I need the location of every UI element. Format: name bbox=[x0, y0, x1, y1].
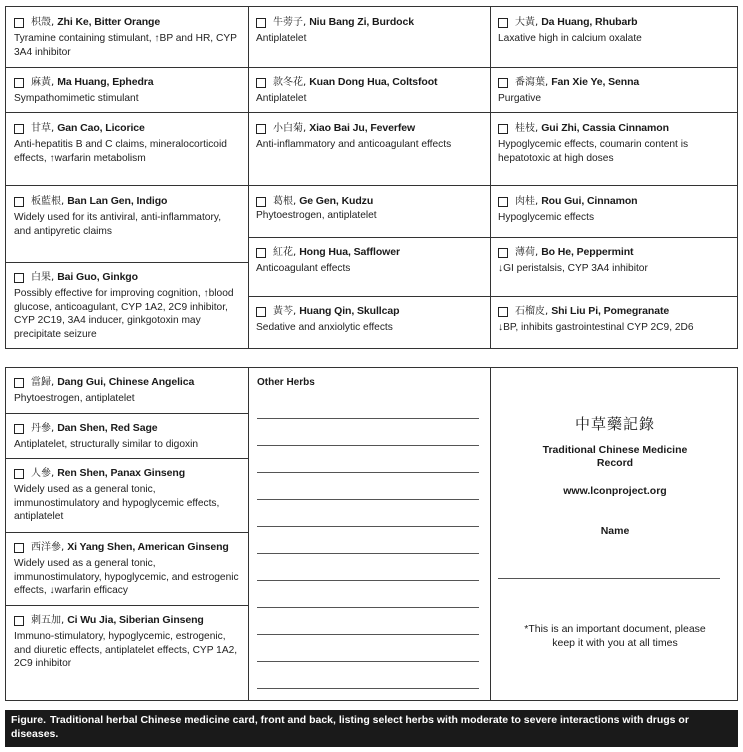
write-in-line[interactable] bbox=[257, 607, 479, 608]
other-herbs-title: Other Herbs bbox=[257, 377, 315, 388]
record-url: www.lconproject.org bbox=[563, 485, 667, 497]
herb-chinese-name: 當歸, bbox=[31, 377, 55, 388]
divider bbox=[248, 67, 490, 68]
checkbox[interactable] bbox=[256, 248, 266, 258]
divider bbox=[5, 67, 248, 68]
herb-english-name: Zhi Ke, Bitter Orange bbox=[57, 16, 161, 28]
checkbox[interactable] bbox=[256, 197, 266, 207]
herb-english-name: Dan Shen, Red Sage bbox=[57, 422, 158, 434]
herb-description: Hypoglycemic effects, coumarin content is hepatotoxic at high doses bbox=[498, 139, 689, 164]
front-divider-1 bbox=[248, 6, 249, 349]
back-divider-1 bbox=[248, 367, 249, 701]
write-in-line[interactable] bbox=[257, 418, 479, 419]
herb-description: Phytoestrogen, antiplatelet bbox=[14, 393, 135, 404]
herb-english-name: Gui Zhi, Cassia Cinnamon bbox=[541, 122, 669, 134]
checkbox[interactable] bbox=[14, 273, 24, 283]
checkbox[interactable] bbox=[498, 248, 508, 258]
herb-entry bbox=[492, 239, 736, 276]
herb-description: Laxative high in calcium oxalate bbox=[498, 33, 642, 44]
herb-english-name: Bai Guo, Ginkgo bbox=[57, 271, 138, 283]
herb-entry bbox=[250, 188, 488, 223]
herb-chinese-name: 甘草, bbox=[31, 123, 55, 134]
herb-english-name: Ge Gen, Kudzu bbox=[299, 195, 374, 207]
name-input-line[interactable] bbox=[498, 578, 720, 579]
caption-text: Traditional herbal Chinese medicine card, front and back, listing select herbs with moderate to severe interactions with drugs or diseases. bbox=[11, 714, 689, 740]
herb-english-name: Ban Lan Gen, Indigo bbox=[67, 195, 168, 207]
divider bbox=[5, 605, 248, 606]
herb-english-name: Bo He, Peppermint bbox=[541, 246, 634, 258]
record-note: *This is an important document, please keep it with you at all times bbox=[524, 623, 706, 649]
write-in-line[interactable] bbox=[257, 688, 479, 689]
herb-chinese-name: 刺五加, bbox=[31, 615, 65, 626]
herb-description: Possibly effective for improving cognition, ↑blood glucose, anticoagulant, CYP 1A2, 2C9 inhibitor, CYP 2C19, 3A4 inducer, ginkgotoxin may precipitate seizure bbox=[14, 288, 234, 340]
herb-chinese-name: 桂枝, bbox=[515, 123, 539, 134]
record-title: Traditional Chinese Medicine Record bbox=[542, 444, 688, 469]
divider bbox=[5, 262, 248, 263]
record-panel bbox=[492, 367, 738, 701]
checkbox[interactable] bbox=[14, 378, 24, 388]
herb-chinese-name: 薄荷, bbox=[515, 247, 539, 258]
checkbox[interactable] bbox=[14, 124, 24, 134]
herb-entry bbox=[250, 9, 488, 46]
herb-entry bbox=[250, 115, 488, 152]
herb-english-name: Gan Cao, Licorice bbox=[57, 122, 145, 134]
herb-description: Hypoglycemic effects bbox=[498, 212, 595, 223]
divider bbox=[5, 532, 248, 533]
write-in-line[interactable] bbox=[257, 580, 479, 581]
herb-entry bbox=[8, 607, 246, 671]
caption-label: Figure. bbox=[11, 714, 47, 726]
checkbox[interactable] bbox=[498, 78, 508, 88]
herb-entry bbox=[8, 69, 246, 106]
herb-english-name: Hong Hua, Safflower bbox=[299, 246, 400, 258]
herb-description: Phytoestrogen, antiplatelet bbox=[256, 210, 377, 221]
divider bbox=[248, 296, 490, 297]
herb-chinese-name: 丹參, bbox=[31, 423, 55, 434]
checkbox[interactable] bbox=[14, 78, 24, 88]
divider bbox=[248, 112, 490, 113]
herb-description: Sedative and anxiolytic effects bbox=[256, 322, 393, 333]
herb-chinese-name: 枳殼, bbox=[31, 17, 55, 28]
divider bbox=[490, 67, 738, 68]
herb-entry bbox=[492, 9, 736, 46]
herb-chinese-name: 西洋參, bbox=[31, 542, 65, 553]
herb-description: Antiplatelet, structurally similar to digoxin bbox=[14, 439, 199, 450]
divider bbox=[248, 237, 490, 238]
checkbox[interactable] bbox=[14, 616, 24, 626]
herb-chinese-name: 板藍根, bbox=[31, 196, 65, 207]
herb-chinese-name: 麻黃, bbox=[31, 77, 55, 88]
herb-english-name: Ci Wu Jia, Siberian Ginseng bbox=[67, 614, 204, 626]
divider bbox=[490, 296, 738, 297]
herb-entry bbox=[492, 298, 736, 335]
herb-chinese-name: 番瀉葉, bbox=[515, 77, 549, 88]
herb-entry bbox=[8, 115, 246, 165]
herb-description: Widely used for its antiviral, anti-inflammatory, and antipyretic claims bbox=[14, 212, 222, 237]
herb-description: Sympathomimetic stimulant bbox=[14, 93, 139, 104]
herb-entry bbox=[8, 415, 246, 452]
herb-description: ↓GI peristalsis, CYP 3A4 inhibitor bbox=[498, 263, 648, 274]
back-divider-2 bbox=[490, 367, 491, 701]
divider bbox=[490, 185, 738, 186]
checkbox[interactable] bbox=[256, 307, 266, 317]
herb-chinese-name: 葛根, bbox=[273, 196, 297, 207]
write-in-line[interactable] bbox=[257, 634, 479, 635]
write-in-line[interactable] bbox=[257, 661, 479, 662]
herb-chinese-name: 紅花, bbox=[273, 247, 297, 258]
divider bbox=[5, 458, 248, 459]
herb-english-name: Kuan Dong Hua, Coltsfoot bbox=[309, 76, 438, 88]
herb-english-name: Da Huang, Rhubarb bbox=[541, 16, 638, 28]
divider bbox=[5, 112, 248, 113]
write-in-line[interactable] bbox=[257, 499, 479, 500]
herb-entry bbox=[8, 534, 246, 598]
herb-chinese-name: 黃芩, bbox=[273, 306, 297, 317]
herb-english-name: Xi Yang Shen, American Ginseng bbox=[67, 541, 229, 553]
herb-english-name: Fan Xie Ye, Senna bbox=[551, 76, 640, 88]
herb-chinese-name: 白果, bbox=[31, 272, 55, 283]
checkbox[interactable] bbox=[14, 424, 24, 434]
herb-english-name: Shi Liu Pi, Pomegranate bbox=[551, 305, 670, 317]
divider bbox=[5, 185, 248, 186]
herb-entry bbox=[492, 188, 736, 225]
checkbox[interactable] bbox=[14, 197, 24, 207]
herb-english-name: Xiao Bai Ju, Feverfew bbox=[309, 122, 416, 134]
herb-description: Widely used as a general tonic, immunostimulatory and hypoglycemic effects, antiplatelet bbox=[14, 484, 220, 522]
divider bbox=[490, 237, 738, 238]
record-chinese-title: 中草藥記錄 bbox=[574, 415, 655, 433]
herb-entry bbox=[250, 239, 488, 276]
herb-english-name: Ma Huang, Ephedra bbox=[57, 76, 154, 88]
herb-description: Widely used as a general tonic, immunostimulatory, hypoglycemic, and estrogenic effects, ↓warfarin efficacy bbox=[14, 558, 239, 596]
checkbox[interactable] bbox=[498, 124, 508, 134]
herb-chinese-name: 牛蒡子, bbox=[273, 17, 307, 28]
herb-description: Anti-inflammatory and anticoagulant effects bbox=[256, 139, 452, 150]
herb-english-name: Rou Gui, Cinnamon bbox=[541, 195, 638, 207]
herb-description: Purgative bbox=[498, 93, 542, 104]
herb-english-name: Ren Shen, Panax Ginseng bbox=[57, 467, 186, 479]
record-name-label: Name bbox=[600, 525, 630, 537]
divider bbox=[490, 112, 738, 113]
herb-chinese-name: 肉桂, bbox=[515, 196, 539, 207]
herb-entry bbox=[8, 369, 246, 406]
checkbox[interactable] bbox=[14, 18, 24, 28]
figure-caption bbox=[5, 710, 738, 747]
herb-entry bbox=[8, 460, 246, 524]
herb-chinese-name: 人參, bbox=[31, 468, 55, 479]
herb-entry bbox=[250, 298, 488, 335]
herb-entry bbox=[492, 115, 736, 165]
checkbox[interactable] bbox=[498, 18, 508, 28]
checkbox[interactable] bbox=[14, 469, 24, 479]
divider bbox=[248, 185, 490, 186]
checkbox[interactable] bbox=[498, 307, 508, 317]
checkbox[interactable] bbox=[498, 197, 508, 207]
herb-chinese-name: 小白菊, bbox=[273, 123, 307, 134]
herb-description: Immuno-stimulatory, hypoglycemic, estrogenic, and diuretic effects, antiplatelet effects, CYP 1A2, 2C9 inhibitor bbox=[14, 631, 238, 669]
herb-description: Anti-hepatitis B and C claims, mineralocorticoid effects, ↑warfarin metabolism bbox=[14, 139, 227, 164]
checkbox[interactable] bbox=[256, 78, 266, 88]
herb-english-name: Niu Bang Zi, Burdock bbox=[309, 16, 414, 28]
checkbox[interactable] bbox=[256, 124, 266, 134]
checkbox[interactable] bbox=[256, 18, 266, 28]
divider bbox=[5, 413, 248, 414]
herb-chinese-name: 款冬花, bbox=[273, 77, 307, 88]
herb-description: Anticoagulant effects bbox=[256, 263, 351, 274]
herb-english-name: Dang Gui, Chinese Angelica bbox=[57, 376, 195, 388]
herb-entry bbox=[492, 69, 736, 106]
herb-chinese-name: 石榴皮, bbox=[515, 306, 549, 317]
herb-entry bbox=[8, 9, 246, 59]
herb-description: Tyramine containing stimulant, ↑BP and HR, CYP 3A4 inhibitor bbox=[14, 33, 237, 58]
herb-entry bbox=[8, 264, 246, 341]
write-in-line[interactable] bbox=[257, 553, 479, 554]
herb-description: Antiplatelet bbox=[256, 93, 307, 104]
herb-english-name: Huang Qin, Skullcap bbox=[299, 305, 400, 317]
herb-description: ↓BP, inhibits gastrointestinal CYP 2C9, 2D6 bbox=[498, 322, 694, 333]
write-in-line[interactable] bbox=[257, 472, 479, 473]
write-in-line[interactable] bbox=[257, 445, 479, 446]
checkbox[interactable] bbox=[14, 543, 24, 553]
write-in-line[interactable] bbox=[257, 526, 479, 527]
herb-chinese-name: 大黃, bbox=[515, 17, 539, 28]
front-divider-2 bbox=[490, 6, 491, 349]
herb-entry bbox=[250, 69, 488, 106]
herb-description: Antiplatelet bbox=[256, 33, 307, 44]
herb-entry bbox=[8, 188, 246, 238]
